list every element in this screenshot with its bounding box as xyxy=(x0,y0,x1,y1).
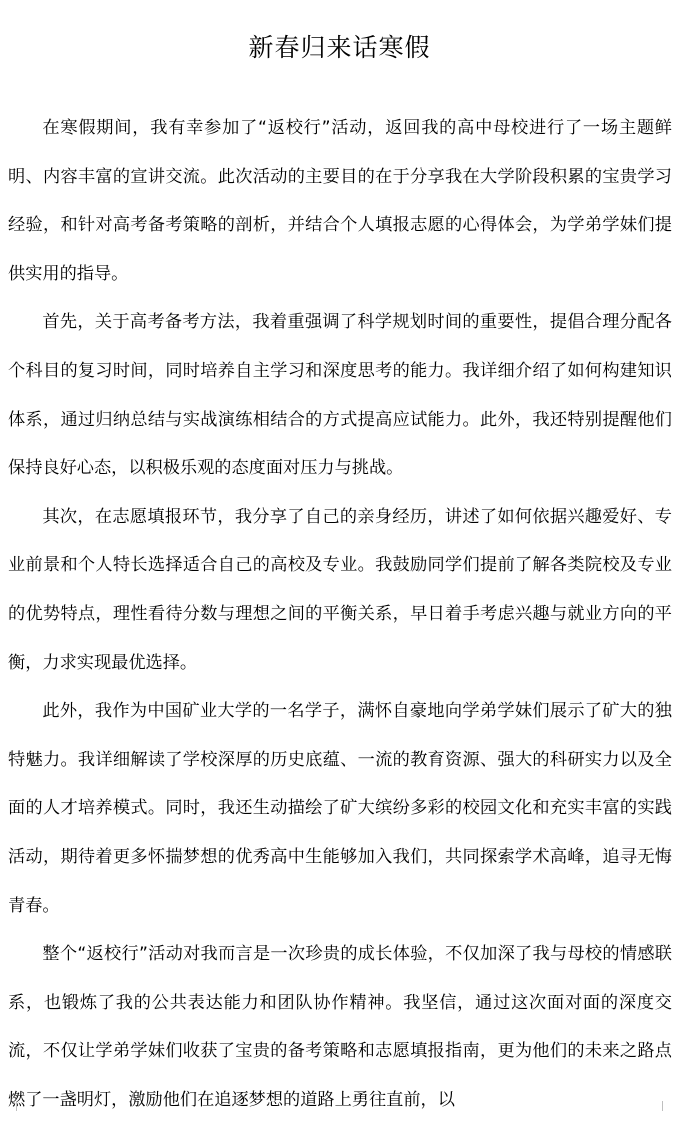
page-corner-mark-left xyxy=(6,1101,17,1111)
page-corner-mark-right xyxy=(662,1101,673,1111)
paragraph-1: 在寒假期间，我有幸参加了“返校行”活动，返回我的高中母校进行了一场主题鲜明、内容丰富的宣讲交流。此次活动的主要目的在于分享我在大学阶段积累的宝贵学习经验，和针对高考备考策略的剖析，并结合个人填报志愿的心得体会，为学弟学妹们提供实用的指导。 xyxy=(8,118,672,284)
document-body xyxy=(8,104,672,1124)
paragraph-4: 此外，我作为中国矿业大学的一名学子，满怀自豪地向学弟学妹们展示了矿大的独特魅力。我详细解读了学校深厚的历史底蕴、一流的教育资源、强大的科研实力以及全面的人才培养模式。同时，我还生动描绘了矿大缤纷多彩的校园文化和充实丰富的实践活动，期待着更多怀揣梦想的优秀高中生能够加入我们，共同探索学术高峰，追寻无悔青春。 xyxy=(8,701,672,916)
paragraph-2: 首先，关于高考备考方法，我着重强调了科学规划时间的重要性，提倡合理分配各个科目的复习时间，同时培养自主学习和深度思考的能力。我详细介绍了如何构建知识体系，通过归纳总结与实战演练相结合的方式提高应试能力。此外，我还特别提醒他们保持良好心态，以积极乐观的态度面对压力与挑战。 xyxy=(8,312,672,479)
paragraph-3: 其次，在志愿填报环节，我分享了自己的亲身经历，讲述了如何依据兴趣爱好、专业前景和个人特长选择适合自己的高校及专业。我鼓励同学们提前了解各类院校及专业的优势特点，理性看待分数与理想之间的平衡关系，早日着手考虑兴趣与就业方向的平衡，力求实现最优选择。 xyxy=(8,506,672,673)
paragraph-5: 整个“返校行”活动对我而言是一次珍贵的成长体验，不仅加深了我与母校的情感联系，也锻炼了我的公共表达能力和团队协作精神。我坚信，通过这次面对面的深度交流，不仅让学弟学妹们收获了宝贵的备考策略和志愿填报指南，更为他们的未来之路点燃了一盏明灯，激励他们在追逐梦想的道路上勇往直前，以 xyxy=(8,944,672,1110)
document-title: 新春归来话寒假 xyxy=(248,33,431,62)
